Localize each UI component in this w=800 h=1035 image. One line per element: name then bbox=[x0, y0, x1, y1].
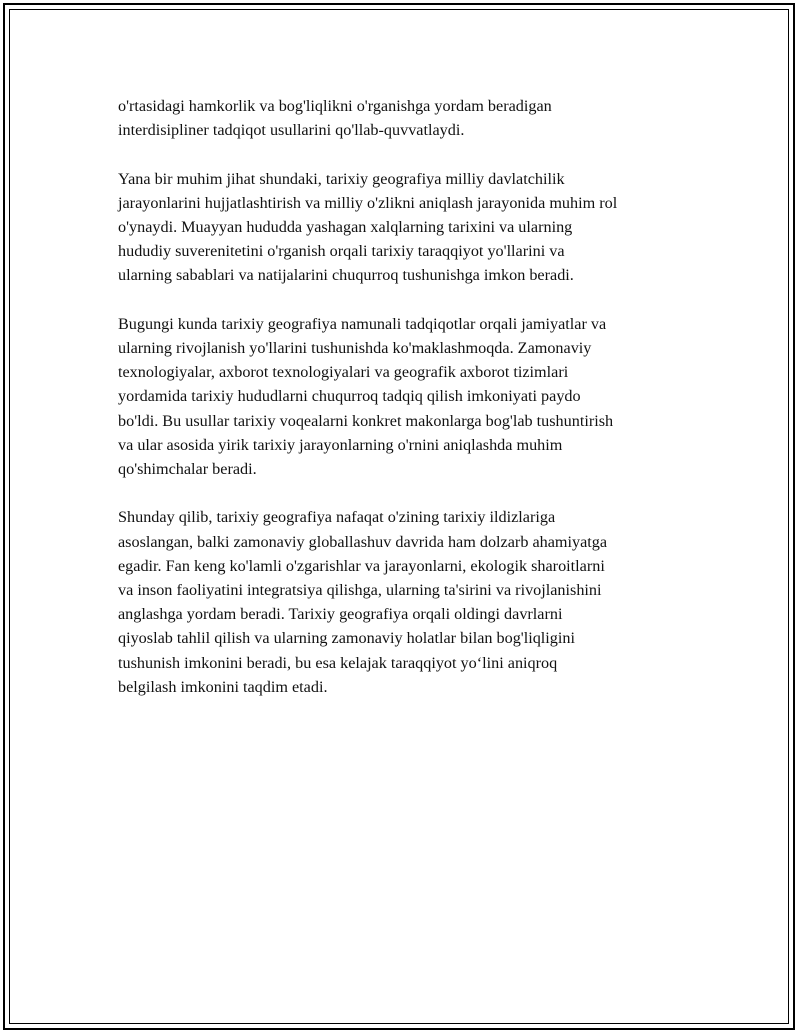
paragraph-1: o'rtasidagi hamkorlik va bog'liqlikni o'rganishga yordam beradigan interdisipliner tadqiqot usullarini qo'llab-quvvatlaydi. bbox=[118, 97, 552, 140]
paragraph-3: Bugungi kunda tarixiy geografiya namunali tadqiqotlar orqali jamiyatlar va ularning rivojlanish yo'llarini tushunishda ko'maklashmoqda. Zamonaviy texnologiyalar, axborot texnologiyalari va geografik axborot tizimlari yordamida tarixiy hududlarni chuqurroq tadqiq qilish imkoniyati paydo bo'ldi. Bu usullar tarixiy voqealarni konkret makonlarga bog'lab tushuntirish va ular asosida yirik tarixiy jarayonlarning o'rnini aniqlashda muhim qo'shimchalar beradi. bbox=[118, 314, 614, 479]
paragraph-2: Yana bir muhim jihat shundaki, tarixiy geografiya milliy davlatchilik jarayonlarini hujjatlashtirish va milliy o'zlikni aniqlash jarayonida muhim rol o'ynaydi. Muayyan hududda yashagan xalqlarning tarixini va ularning hududiy suverenitetini o'rganish orqali tarixiy taraqqiyot yo'llarini va ularning sabablari va natijalarini chuqurroq tushunishga imkon beradi. bbox=[118, 169, 618, 285]
paragraph-4: Shunday qilib, tarixiy geografiya nafaqat o'zining tarixiy ildizlariga asoslangan, balki zamonaviy globallashuv davrida ham dolzarb ahamiyatga egadir. Fan keng ko'lamli o'zgarishlar va jarayonlarni, ekologik sharoitlarni va inson faoliyatini integratsiya qilishga, ularning ta'sirini va rivojlanishini anglashga yordam beradi. Tarixiy geografiya orqali oldingi davrlarni qiyoslab tahlil qilish va ularning zamonaviy holatlar bilan bog'liqligini tushunish imkonini beradi, bu esa kelajak taraqqiyot yo‘lini aniqroq belgilash imkonini taqdim etadi. bbox=[118, 508, 608, 696]
document-body bbox=[118, 94, 693, 723]
